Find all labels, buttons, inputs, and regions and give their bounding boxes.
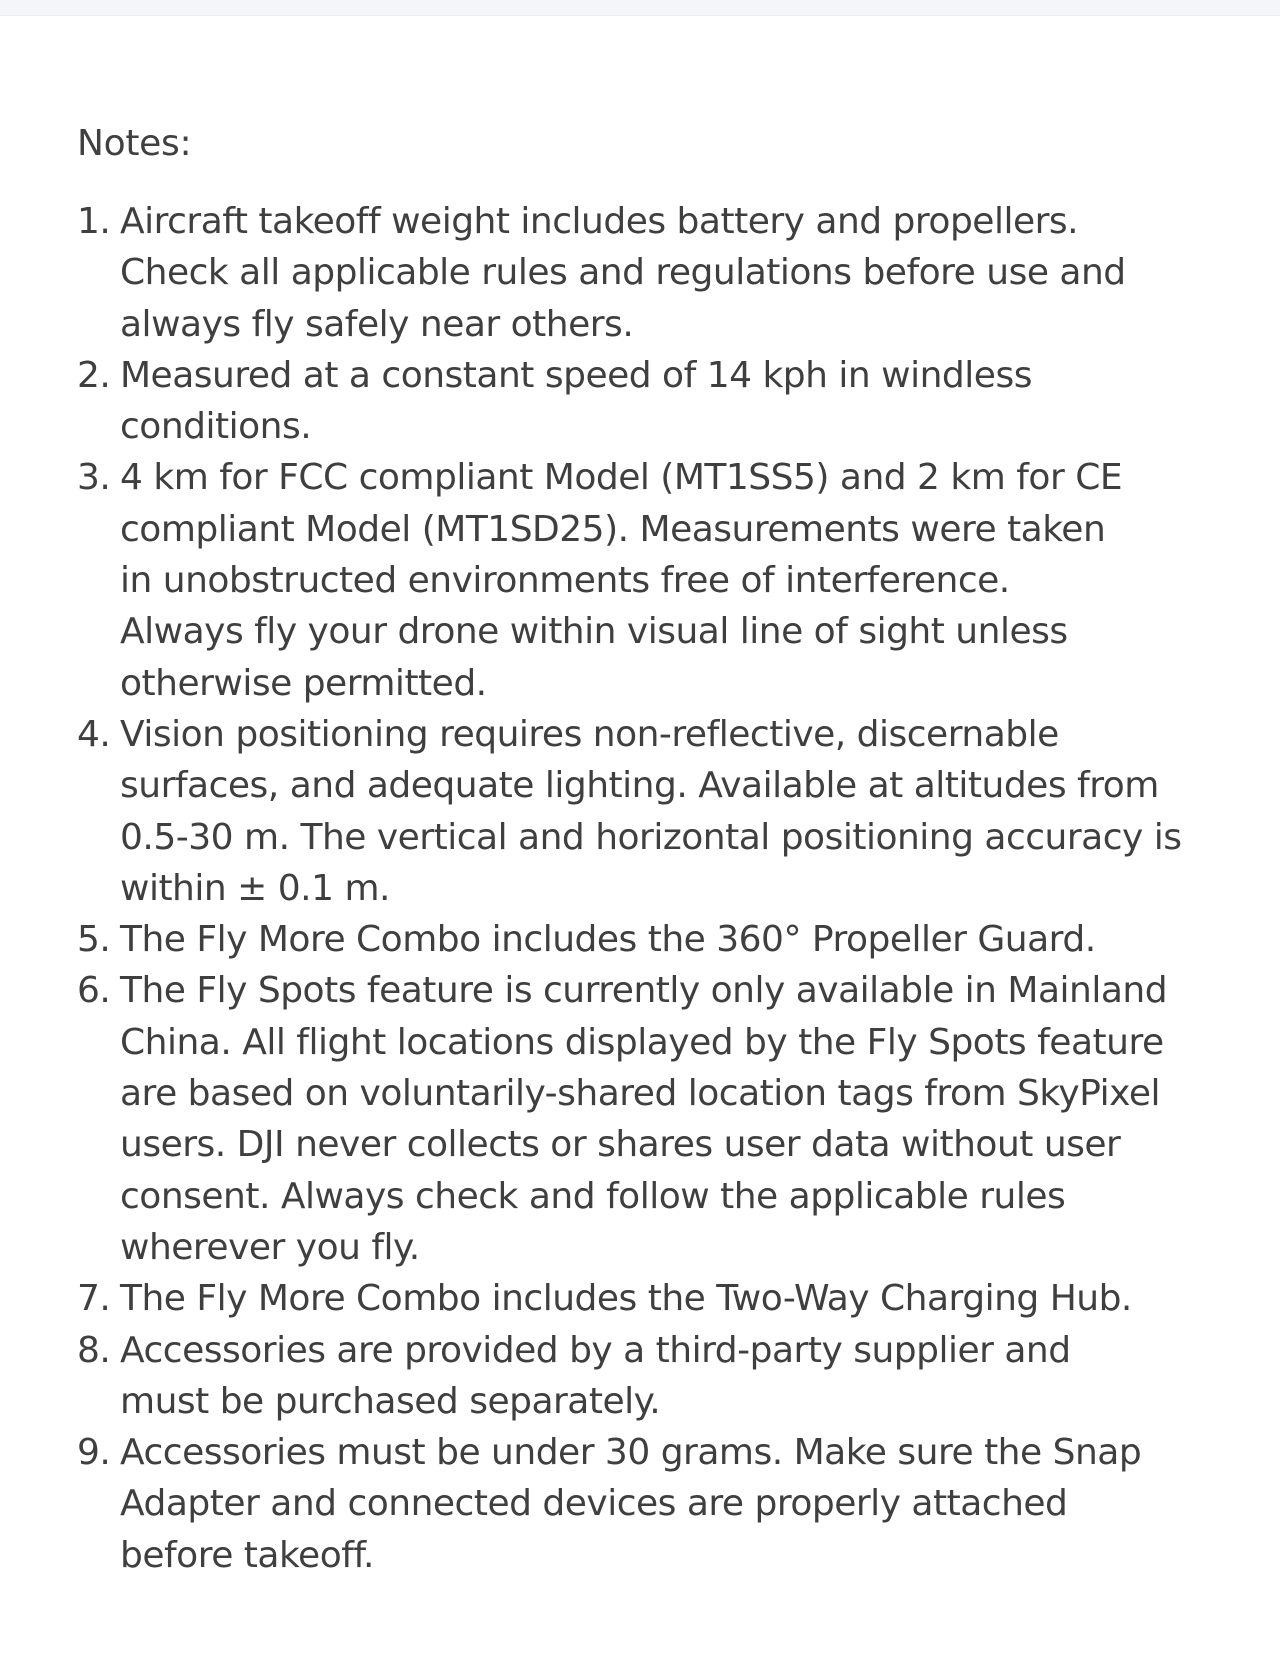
note-item-5 — [77, 914, 1207, 965]
notes-list — [77, 196, 1207, 1581]
note-number: 1. — [77, 201, 111, 242]
note-item-6 — [77, 965, 1207, 1273]
note-number: 3. — [77, 457, 111, 499]
note-text: 4 km for FCC compliant Model (MT1SS5) and 2 km for CE compliant Model (MT1SD25). Measurements were taken in unobstructed environments free of interference. Always fly your drone within visual line of sight unless otherwise permitted. — [120, 457, 1123, 704]
note-number: 2. — [77, 354, 111, 396]
note-number: 7. — [77, 1278, 111, 1320]
note-text: Accessories must be under 30 grams. Make sure the Snap Adapter and connected devices are properly attached before takeoff. — [120, 1432, 1142, 1576]
notes-title: Notes: — [77, 123, 192, 164]
note-text: Vision positioning requires non-reflective, discernable surfaces, and adequate lighting. Available at altitudes from 0.5-30 m. The vertical and horizontal positioning accuracy is within ± 0.1 m. — [120, 713, 1182, 909]
note-item-8 — [77, 1325, 1207, 1428]
notes-section — [77, 118, 1207, 1581]
note-item-7 — [77, 1273, 1207, 1324]
note-number: 5. — [77, 919, 111, 961]
note-number: 9. — [77, 1432, 111, 1474]
top-bar — [0, 0, 1280, 16]
note-text: The Fly More Combo includes the 360° Propeller Guard. — [120, 919, 1096, 961]
note-number: 8. — [77, 1329, 111, 1371]
note-item-9 — [77, 1427, 1207, 1581]
note-text: Accessories are provided by a third-party supplier and must be purchased separately. — [120, 1329, 1071, 1422]
note-number: 4. — [77, 713, 111, 755]
note-text: Aircraft takeoff weight includes battery and propellers. Check all applicable rules and regulations before use and always fly safely near others. — [120, 201, 1126, 345]
note-number: 6. — [77, 970, 111, 1012]
note-item-1 — [77, 196, 1207, 350]
note-item-3 — [77, 452, 1207, 708]
note-text: Measured at a constant speed of 14 kph in windless conditions. — [120, 354, 1032, 448]
note-text: The Fly Spots feature is currently only available in Mainland China. All flight locations displayed by the Fly Spots feature are based on voluntarily-shared location tags from SkyPixel users. DJI never collects or shares user data without user consent. Always check and follow the applicable rules wherever you fly. — [120, 970, 1168, 1268]
note-item-4 — [77, 709, 1207, 914]
note-item-2 — [77, 350, 1207, 453]
note-text: The Fly More Combo includes the Two-Way Charging Hub. — [120, 1278, 1132, 1320]
